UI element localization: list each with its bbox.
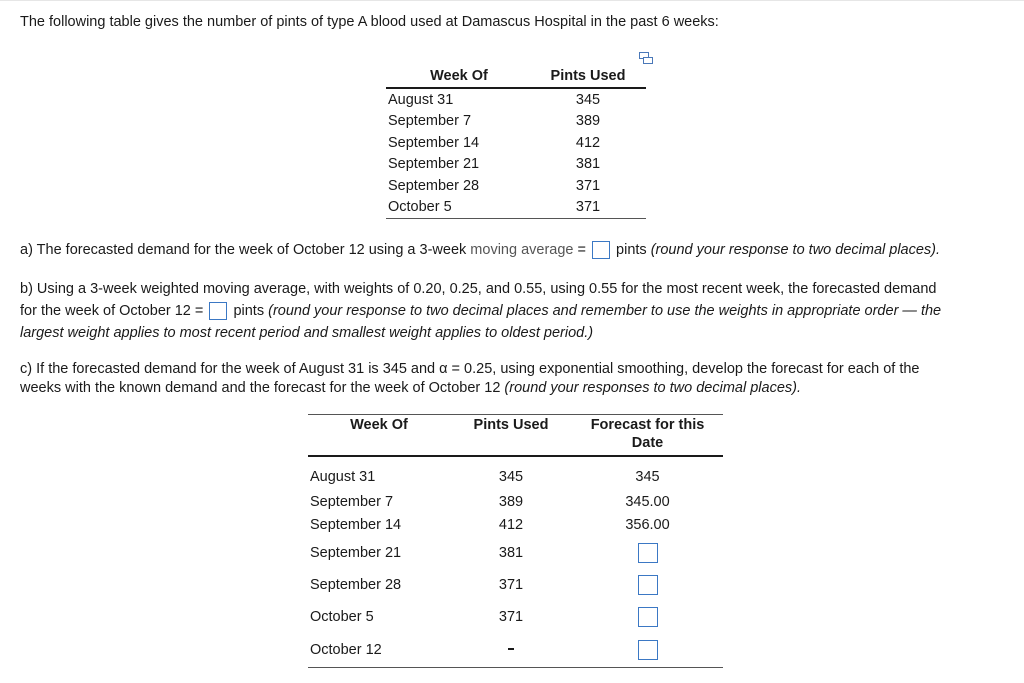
part-b-line3: largest weight applies to most recent period and smallest weight applies to oldest period.)	[20, 325, 594, 341]
table-row	[386, 132, 646, 154]
part-a-note: (round your response to two decimal places).	[650, 242, 941, 258]
header-forecast-date: Date	[572, 433, 723, 456]
not-available-dash	[508, 648, 514, 650]
pints-cell	[450, 633, 572, 667]
moving-average-link[interactable]: moving average	[470, 242, 574, 258]
forecast-cell: 345	[635, 468, 660, 485]
part-c-note: (round your responses to two decimal places).	[504, 380, 802, 396]
header-pints-used: Pints Used	[450, 415, 572, 434]
pints-cell: 389	[498, 493, 524, 510]
pints-cell: 371	[498, 609, 524, 625]
week-cell: September 7	[310, 493, 394, 510]
pints-cell: 371	[530, 197, 646, 219]
week-cell: September 14	[388, 134, 480, 151]
week-cell: September 7	[388, 113, 472, 130]
week-cell: August 31	[310, 468, 376, 485]
part-a-unit: pints	[616, 242, 647, 258]
forecast-cell	[572, 601, 723, 633]
part-b-note: (round your response to two decimal places and remember to use the weights in appropriate order — the	[268, 303, 942, 319]
part-a-text: a) The forecasted demand for the week of October 12 using a 3-week	[20, 242, 471, 258]
table-row	[386, 88, 646, 111]
table-row	[386, 175, 646, 197]
forecast-cell	[572, 569, 723, 601]
answer-b-input[interactable]	[209, 302, 227, 320]
week-cell: September 28	[310, 577, 402, 593]
table-row	[386, 197, 646, 219]
week-cell: September 28	[388, 177, 480, 194]
exponential-smoothing-table	[308, 414, 723, 668]
table-row	[308, 569, 723, 601]
copy-icon[interactable]	[639, 52, 653, 64]
header-pints-used: Pints Used	[530, 66, 646, 88]
table-row	[308, 490, 723, 513]
blood-usage-table	[386, 66, 646, 219]
part-a-question	[20, 239, 940, 261]
forecast-oct12-input[interactable]	[638, 640, 658, 660]
week-cell: September 21	[388, 156, 480, 173]
part-b-text: for the week of October 12 =	[20, 303, 204, 319]
pints-cell: 345	[575, 91, 601, 108]
pints-cell: 371	[575, 177, 601, 194]
forecast-oct5-input[interactable]	[638, 607, 658, 627]
forecast-sep21-input[interactable]	[638, 543, 658, 563]
forecast-cell	[572, 536, 723, 569]
answer-a-input[interactable]	[592, 241, 610, 259]
table-row	[308, 633, 723, 667]
week-cell: September 21	[310, 544, 402, 561]
forecast-cell	[572, 633, 723, 667]
pints-cell: 381	[575, 156, 601, 173]
part-b-line2	[20, 300, 941, 322]
part-c-line2	[20, 377, 801, 399]
table-row	[386, 154, 646, 176]
table-row	[308, 456, 723, 490]
table-row	[308, 601, 723, 633]
header-week-of: Week Of	[386, 66, 530, 88]
pints-cell: 412	[498, 516, 524, 533]
top-divider	[0, 0, 1024, 1]
week-cell: October 5	[310, 609, 374, 625]
part-c-text: weeks with the known demand and the forecast for the week of October 12	[20, 380, 501, 396]
table-row	[386, 111, 646, 133]
table-row	[308, 536, 723, 569]
pints-cell: 381	[498, 544, 524, 561]
week-cell: September 14	[310, 516, 402, 533]
week-cell: October 5	[386, 197, 530, 219]
forecast-sep28-input[interactable]	[638, 575, 658, 595]
part-b-line1: b) Using a 3-week weighted moving average, with weights of 0.20, 0.25, and 0.55, using 0.55 for the most recent week, the forecasted demand	[20, 281, 937, 297]
pints-cell: 345	[498, 468, 524, 485]
pints-cell: 389	[575, 113, 601, 130]
table-row	[308, 513, 723, 536]
header-forecast: Forecast for this	[572, 415, 723, 434]
part-c-line1: c) If the forecasted demand for the week of August 31 is 345 and α = 0.25, using exponential smoothing, develop the forecast for each of the	[20, 361, 920, 377]
pints-cell: 412	[575, 134, 601, 151]
part-a-equals: =	[573, 242, 586, 258]
part-b-unit: pints	[233, 303, 265, 319]
header-week-of: Week Of	[308, 415, 450, 434]
forecast-cell: 345.00	[625, 493, 670, 510]
week-cell: August 31	[388, 91, 454, 108]
forecast-cell: 356.00	[625, 516, 670, 533]
intro-text: The following table gives the number of pints of type A blood used at Damascus Hospital in the past 6 weeks:	[20, 14, 719, 30]
pints-cell: 371	[498, 577, 524, 593]
week-cell: October 12	[308, 633, 450, 667]
